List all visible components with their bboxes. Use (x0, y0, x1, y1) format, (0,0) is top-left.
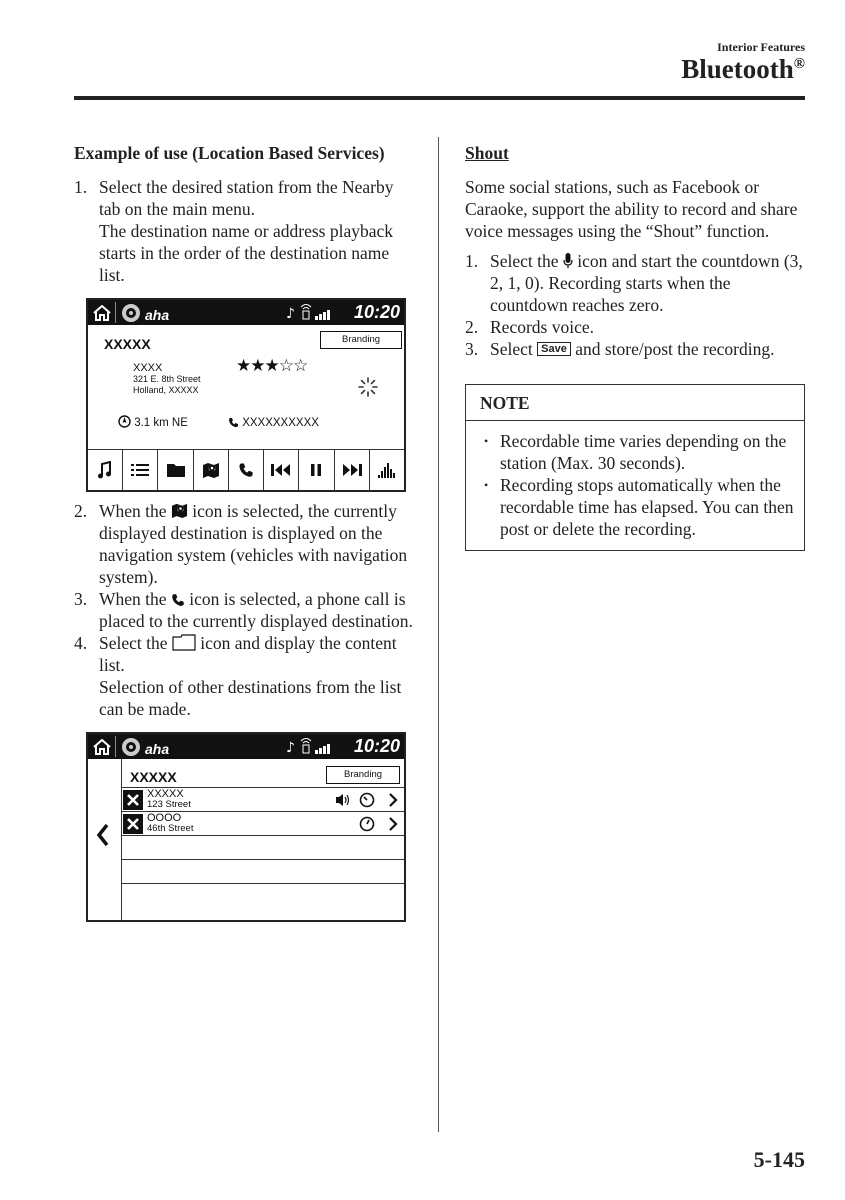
map-pin-icon (171, 502, 188, 519)
distance: 3.1 km NE (118, 412, 188, 434)
folder-outline-icon (172, 634, 196, 651)
step-1: 1. Select the desired station from the Nearby tab on the main menu. The destination name or address playback starts in the order of the destination name list. (74, 177, 394, 285)
branding-label: Branding (326, 766, 400, 784)
destination-name: XXXXX (104, 336, 151, 352)
phone-icon (238, 462, 254, 478)
list-button[interactable] (122, 450, 157, 490)
pause-button[interactable] (298, 450, 333, 490)
music-button[interactable] (88, 450, 122, 490)
save-button-glyph: Save (537, 342, 571, 356)
item-actions (334, 816, 402, 832)
right-column (465, 142, 807, 551)
app-name: aha (145, 741, 170, 757)
status-icons (286, 736, 336, 756)
folder-button[interactable] (157, 450, 192, 490)
close-box-icon[interactable] (123, 790, 143, 810)
destination-name: XXXXX (130, 769, 177, 785)
page-number: 5-145 (753, 1147, 805, 1172)
map-button[interactable] (193, 450, 228, 490)
list-icon (131, 463, 149, 477)
skip-forward-icon (342, 463, 362, 477)
clock: 10:20 (353, 302, 400, 322)
svg-text:♪: ♪ (286, 740, 295, 756)
equalizer-button[interactable] (369, 450, 404, 490)
step-2: 2. When the icon is selected, the currently displayed destination is displayed on the navigation system (vehicles with navigation system). (74, 501, 408, 587)
step-2: 2. Records voice. (465, 317, 594, 337)
loading-icon (358, 377, 378, 397)
empty-row (121, 859, 404, 884)
left-column (74, 142, 414, 922)
empty-row (121, 883, 404, 908)
list-item[interactable] (121, 787, 404, 812)
svg-text:♪: ♪ (286, 306, 295, 322)
next-button[interactable] (334, 450, 369, 490)
step-3: 3. Select Save and store/post the recording. (465, 339, 775, 359)
phone-icon (228, 417, 239, 428)
pause-icon (310, 463, 322, 477)
status-bar (88, 734, 404, 759)
section-heading: Shout (465, 143, 509, 163)
chevron-left-icon[interactable] (96, 823, 110, 847)
item-text: OOOO 46th Street (147, 812, 194, 834)
shout-intro: Some social stations, such as Facebook or Caraoke, support the ability to record and share voice messages using the “Shout” function. (465, 177, 798, 241)
back-pane[interactable] (88, 759, 122, 920)
home-icon[interactable] (93, 739, 111, 755)
item-actions (334, 792, 402, 808)
equalizer-icon (377, 461, 397, 479)
note-item: • Recordable time varies depending on the station (Max. 30 seconds). (484, 430, 794, 474)
header-rule (74, 96, 805, 100)
home-icon[interactable] (93, 305, 111, 321)
aha-logo-icon (121, 737, 141, 757)
compass-icon (118, 415, 131, 428)
music-note-icon (97, 461, 113, 479)
item-text: XXXXX 123 Street (147, 788, 191, 810)
control-bar (88, 449, 404, 490)
step-1: 1. Select the icon and start the countdown (3, 2, 1, 0). Recording starts when the countdown reaches zero. (465, 251, 803, 315)
note-box (465, 384, 805, 551)
section-heading: Example of use (Location Based Services) (74, 143, 385, 163)
status-bar (88, 300, 404, 325)
aha-nearby-screen (86, 298, 406, 492)
note-item: • Recording stops automatically when the recordable time has elapsed. You can then post or delete the recording. (484, 474, 794, 540)
app-name: aha (145, 307, 170, 323)
note-title: NOTE (466, 385, 804, 421)
map-pin-icon (202, 461, 220, 479)
clock: 10:20 (353, 736, 400, 756)
branding-label: Branding (320, 331, 402, 349)
call-button[interactable] (228, 450, 263, 490)
folder-icon (166, 462, 186, 478)
page-title: Bluetooth® (681, 54, 805, 84)
microphone-icon (563, 253, 573, 269)
skip-back-icon (271, 463, 291, 477)
empty-row (121, 835, 404, 860)
phone-number: XXXXXXXXXX (228, 412, 319, 434)
step-3: 3. When the icon is selected, a phone call is placed to the currently displayed destination. (74, 589, 413, 631)
step-4: 4. Select the icon and display the content list. Selection of other destinations from the list can be made. (74, 633, 402, 719)
aha-logo-icon (121, 303, 141, 323)
section-label: Interior Features (717, 40, 805, 54)
list-item[interactable] (121, 811, 404, 836)
previous-button[interactable] (263, 450, 298, 490)
status-icons (286, 302, 336, 322)
address-block: XXXX 321 E. 8th Street Holland, XXXXX (133, 362, 201, 395)
aha-list-screen (86, 732, 406, 922)
column-divider (438, 137, 439, 1132)
close-box-icon[interactable] (123, 814, 143, 834)
phone-icon (171, 593, 185, 607)
rating-stars: ★★★☆☆ (236, 356, 308, 376)
